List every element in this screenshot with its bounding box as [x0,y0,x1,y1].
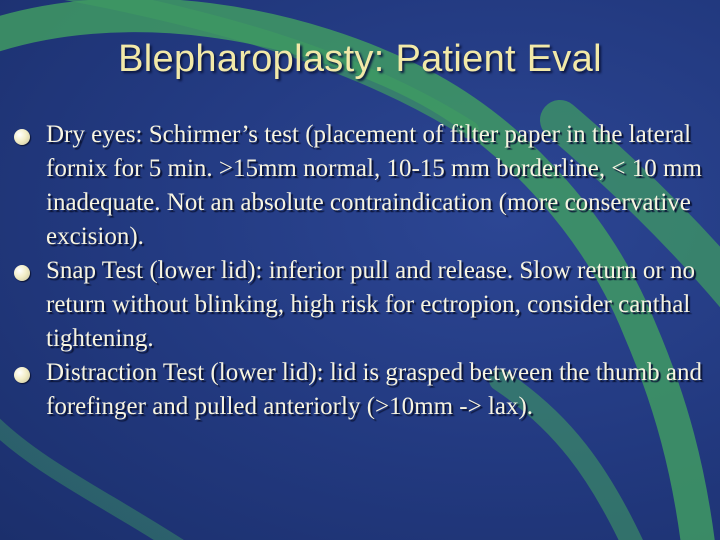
bullet-dot-icon [14,129,30,145]
bullet-text: Distraction Test (lower lid): lid is grasped between the thumb and forefinger and pulled anteriorly (>10mm -> lax). [46,359,702,420]
bullet-item-distraction-test [14,356,714,424]
bullet-dot-icon [14,367,30,383]
slide-title: Blepharoplasty: Patient Eval [118,38,602,80]
bullet-item-dry-eyes [14,118,714,254]
bullet-item-snap-test [14,254,714,356]
bullet-dot-icon [14,265,30,281]
bullet-list [14,118,714,424]
bullet-text: Dry eyes: Schirmer’s test (placement of filter paper in the lateral fornix for 5 min. >15mm normal, 10-15 mm borderline, < 10 mm inadequate. Not an absolute contraindication (more conservative excision). [46,121,702,250]
bullet-text: Snap Test (lower lid): inferior pull and release. Slow return or no return without blinking, high risk for ectropion, consider canthal tightening. [46,257,696,352]
